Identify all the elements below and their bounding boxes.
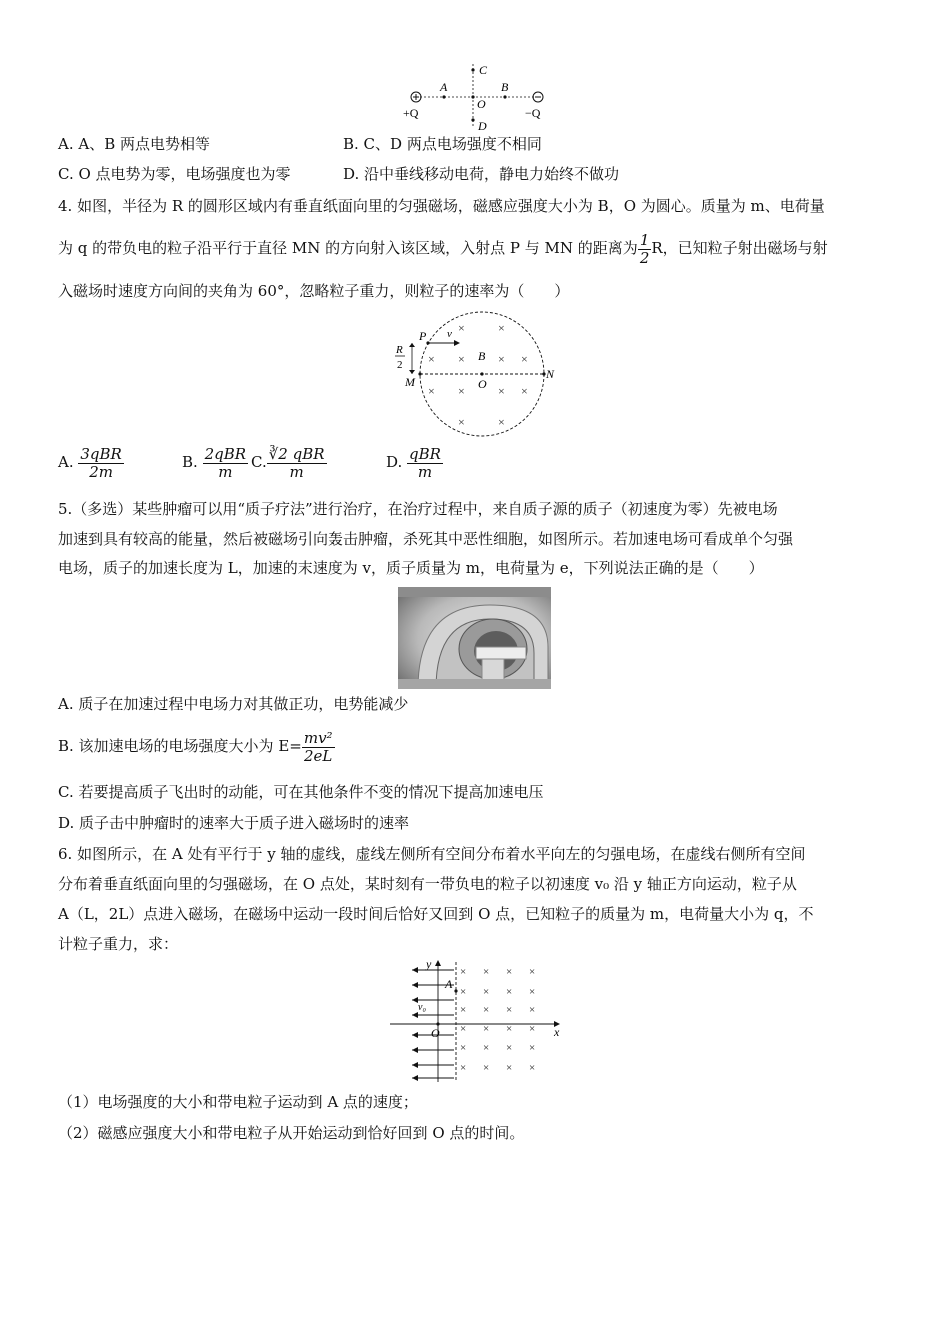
svg-text:×: × xyxy=(529,1004,536,1016)
svg-text:×: × xyxy=(483,966,490,978)
q4-option-d: D. $\frac{\text{qBR}}{m}$ xyxy=(386,444,441,481)
q4-line-1: 4. 如图，半径为 R 的圆形区域内有垂直纸面向里的匀强磁场，磁感应强度大小为 B，O 为圆心。质量为 m、电荷量 xyxy=(58,197,825,215)
svg-text:×: × xyxy=(483,1042,490,1054)
svg-text:×: × xyxy=(529,1023,536,1035)
q4-line-3: 入磁场时速度方向间的夹角为 60°，忽略粒子重力，则粒子的速率为（ ） xyxy=(58,282,570,300)
svg-text:×: × xyxy=(529,1042,536,1054)
label-d: D xyxy=(478,119,487,132)
label-o-center: O xyxy=(478,377,487,391)
q6-line-4: 计粒子重力，求： xyxy=(58,935,179,953)
q6-line-3: A（L，2L）点进入磁场，在磁场中运动一段时间后恰好又回到 O 点，已知粒子的质量为 m，电荷量大小为 q，不 xyxy=(58,905,814,923)
svg-text:×: × xyxy=(428,352,435,366)
label-o-origin: O xyxy=(431,1026,440,1040)
label-p: P xyxy=(419,329,427,343)
svg-text:×: × xyxy=(458,352,465,366)
proton-therapy-photo xyxy=(398,587,551,689)
label-c: C xyxy=(479,63,488,77)
svg-text:×: × xyxy=(498,352,505,366)
svg-text:×: × xyxy=(529,1062,536,1074)
svg-text:×: × xyxy=(458,321,465,335)
svg-text:×: × xyxy=(483,1062,490,1074)
charges-figure xyxy=(398,60,554,132)
svg-text:×: × xyxy=(529,986,536,998)
label-b: B xyxy=(501,80,509,94)
label-o: O xyxy=(477,97,486,111)
q5-line-1: 5.（多选）某些肿瘤可以用“质子疗法”进行治疗，在治疗过程中，来自质子源的质子（初速度为零）先被电场 xyxy=(58,500,778,518)
field-regions-figure xyxy=(388,958,568,1086)
svg-text:×: × xyxy=(498,321,505,335)
q6-subquestion-1: （1）电场强度的大小和带电粒子运动到 A 点的速度； xyxy=(58,1093,418,1111)
svg-text:×: × xyxy=(529,966,536,978)
svg-text:×: × xyxy=(483,1023,490,1035)
q5-option-a: A. 质子在加速过程中电场力对其做正功，电势能减少 xyxy=(58,695,409,713)
label-r: R xyxy=(396,344,403,356)
q5-option-b: B. 该加速电场的电场强度大小为 E= $\frac{\text{mv²}}{2eL}$ xyxy=(58,728,333,765)
q4-line-2-pre: 为 q 的带负电的粒子沿平行于直径 MN 的方向射入该区域，入射点 P 与 MN 的距离为 xyxy=(58,239,638,257)
q6-line-2: 分布着垂直纸面向里的匀强磁场，在 O 点处，某时刻有一带负电的粒子以初速度 v₀ 沿 y 轴正方向运动，粒子从 xyxy=(58,875,797,893)
svg-text:×: × xyxy=(521,384,528,398)
svg-text:×: × xyxy=(460,966,467,978)
svg-text:×: × xyxy=(458,384,465,398)
svg-text:×: × xyxy=(498,415,505,429)
label-m: M xyxy=(405,375,415,389)
label-x: x xyxy=(554,1025,560,1039)
q5-option-d: D. 质子击中肿瘤时的速率大于质子进入磁场时的速率 xyxy=(58,814,410,832)
q5-line-2: 加速到具有较高的能量，然后被磁场引向轰击肿瘤，杀死其中恶性细胞，如图所示。若加速电场可看成单个匀强 xyxy=(58,530,794,548)
svg-text:×: × xyxy=(506,1023,513,1035)
q3-option-d: D. 沿中垂线移动电荷，静电力始终不做功 xyxy=(343,165,620,183)
field-crosses xyxy=(428,321,528,429)
svg-text:×: × xyxy=(460,1023,467,1035)
svg-text:×: × xyxy=(460,1004,467,1016)
svg-text:×: × xyxy=(483,1004,490,1016)
q3-option-a: A. A、B 两点电势相等 xyxy=(58,135,210,153)
svg-text:×: × xyxy=(460,1042,467,1054)
q6-subquestion-2: （2）磁感应强度大小和带电粒子从开始运动到恰好回到 O 点的时间。 xyxy=(58,1124,525,1142)
svg-text:×: × xyxy=(498,384,505,398)
label-b-field: B xyxy=(478,349,486,363)
q4-line-2 xyxy=(58,228,828,268)
label-a: A xyxy=(440,80,448,94)
q6-line-1: 6. 如图所示，在 A 处有平行于 y 轴的虚线，虚线左侧所有空间分布着水平向左的匀强电场，在虚线右侧所有空间 xyxy=(58,845,806,863)
svg-text:×: × xyxy=(506,1042,513,1054)
svg-text:×: × xyxy=(460,1062,467,1074)
q4-half-fraction: $\frac{1}{2}$ xyxy=(639,230,650,267)
label-v: v xyxy=(447,328,452,340)
svg-text:×: × xyxy=(483,986,490,998)
q3-option-c: C. O 点电势为零，电场强度也为零 xyxy=(58,165,291,183)
svg-text:×: × xyxy=(521,352,528,366)
q5-line-3: 电场，质子的加速长度为 L，加速的末速度为 v，质子质量为 m，电荷量为 e，下列说法正确的是（ ） xyxy=(58,559,764,577)
q4-line-2-post: R，已知粒子射出磁场与射 xyxy=(651,239,828,257)
q4-option-b: B. $\frac{\text{2qBR}}{m}$ xyxy=(182,444,247,481)
svg-text:×: × xyxy=(506,986,513,998)
svg-text:×: × xyxy=(458,415,465,429)
magnetic-crosses xyxy=(460,966,535,1074)
q4-option-a: A. $\frac{\text{3qBR}}{2m}$ xyxy=(58,444,122,481)
q5-option-c: C. 若要提高质子飞出时的动能，可在其他条件不变的情况下提高加速电压 xyxy=(58,783,544,801)
label-minus-q: −Q xyxy=(525,106,541,120)
label-a-point: A xyxy=(445,977,453,991)
q4-option-c: C. $\frac{\text{∛2 qBR}}{m}$ xyxy=(251,444,325,481)
label-y: y xyxy=(426,958,432,971)
svg-text:×: × xyxy=(428,384,435,398)
q3-option-b: B. C、D 两点电场强度不相同 xyxy=(343,135,542,153)
svg-text:×: × xyxy=(506,1062,513,1074)
svg-text:×: × xyxy=(506,1004,513,1016)
magnetic-circle-figure xyxy=(392,310,562,440)
label-v0: v₀ xyxy=(418,1002,426,1013)
svg-text:×: × xyxy=(460,986,467,998)
label-plus-q: +Q xyxy=(403,106,419,120)
label-n: N xyxy=(546,367,555,381)
svg-text:×: × xyxy=(506,966,513,978)
label-two: 2 xyxy=(397,359,403,371)
